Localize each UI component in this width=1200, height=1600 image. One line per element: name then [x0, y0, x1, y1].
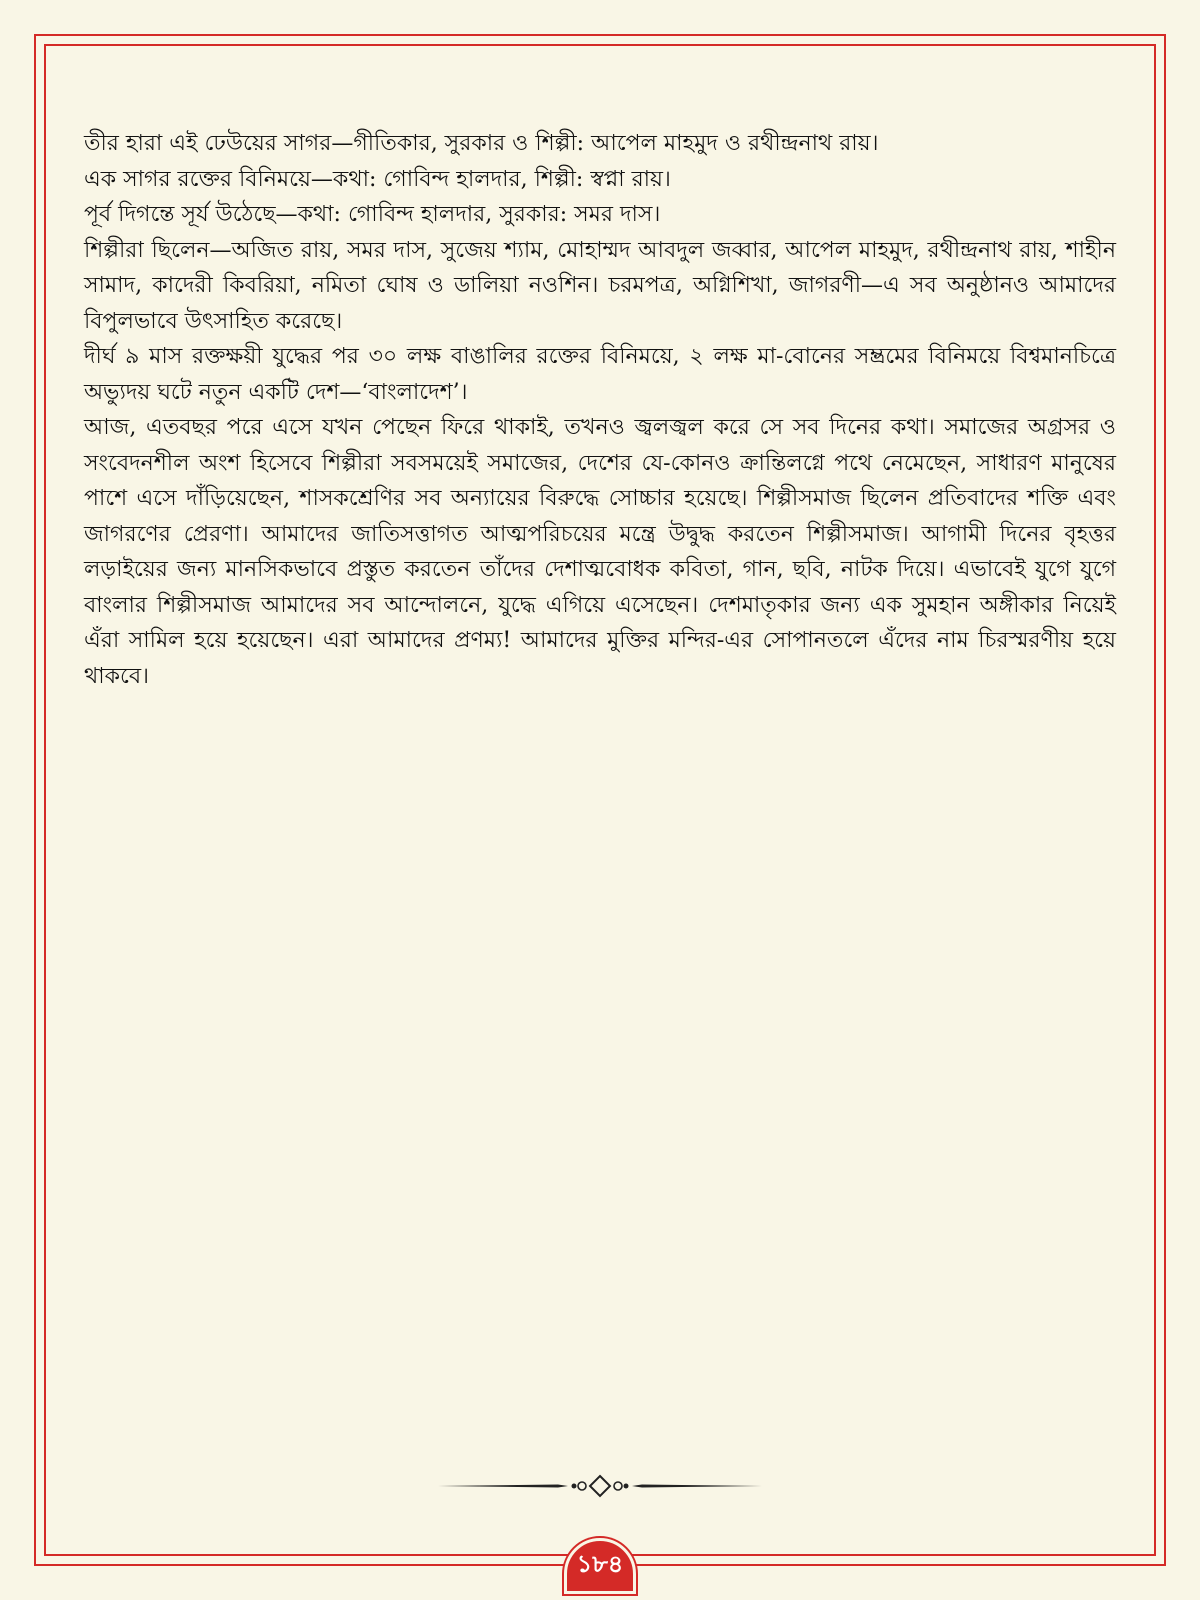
song-credit-2: এক সাগর রক্তের বিনিময়ে—কথা: গোবিন্দ হালদার, শিল্পী: স্বপ্না রায়।: [84, 166, 671, 192]
song-credit-3: পূর্ব দিগন্তে সূর্য উঠেছে—কথা: গোবিন্দ হালদার, সুরকার: সমর দাস।: [84, 202, 661, 227]
page-number: ১৮৪: [576, 1550, 624, 1578]
artists-paragraph: শিল্পীরা ছিলেন—অজিত রায়, সমর দাস, সুজেয় শ্যাম, মোহাম্মদ আবদুল জব্বার, আপেল মাহমুদ, রথীন্দ্রনাথ রায়, শাহীন সামাদ, কাদেরী কিবরিয়া, নমিতা ঘোষ ও ডালিয়া নওশিন। চরমপত্র, অগ্নিশিখা, জাগরণী—এ সব অনুষ্ঠানও আমাদের বিপুলভাবে উৎসাহিত করেছে।: [84, 237, 1116, 334]
independence-paragraph: দীর্ঘ ৯ মাস রক্তক্ষয়ী যুদ্ধের পর ৩০ লক্ষ বাঙালির রক্তের বিনিময়ে, ২ লক্ষ মা-বোনের সম্ভ্রমের বিনিময়ে বিশ্বমানচিত্রে অভ্যুদয় ঘটে নতুন একটি দেশ—‘বাংলাদেশ’।: [84, 344, 1116, 405]
song-credit-1: তীর হারা এই ঢেউয়ের সাগর—গীতিকার, সুরকার ও শিল্পী: আপেল মাহমুদ ও রথীন্দ্রনাথ রায়।: [84, 131, 879, 156]
body-text: [84, 126, 1116, 694]
divider-ornament-icon: [438, 1474, 762, 1498]
closing-paragraph: আজ, এতবছর পরে এসে যখন পেছেন ফিরে থাকাই, তখনও জ্বলজ্বল করে সে সব দিনের কথা। সমাজের অগ্রসর ও সংবেদনশীল অংশ হিসেবে শিল্পীরা সবসময়েই সমাজের, দেশের যে-কোনও ক্রান্তিলগ্নে পথে নেমেছেন, সাধারণ মানুষের পাশে এসে দাঁড়িয়েছেন, শাসকশ্রেণির সব অন্যায়ের বিরুদ্ধে সোচ্চার হয়েছে। শিল্পীসমাজ ছিলেন প্রতিবাদের শক্তি এবং জাগরণের প্রেরণা। আমাদের জাতিসত্তাগত আত্মপরিচয়ের মন্ত্রে উদ্বুদ্ধ করতেন শিল্পীসমাজ। আগামী দিনের বৃহত্তর লড়াইয়ের জন্য মানসিকভাবে প্রস্তুত করতেন তাঁদের দেশাত্মবোধক কবিতা, গান, ছবি, নাটক দিয়ে। এভাবেই যুগে যুগে বাংলার শিল্পীসমাজ আমাদের সব আন্দোলনে, যুদ্ধে এগিয়ে এসেছেন। দেশমাতৃকার জন্য এক সুমহান অঙ্গীকার নিয়েই এঁরা সামিল হয়ে হয়েছেন। এরা আমাদের প্রণম্য! আমাদের মুক্তির মন্দির-এর সোপানতলে এঁদের নাম চিরস্মরণীয় হয়ে থাকবে।: [84, 415, 1116, 689]
